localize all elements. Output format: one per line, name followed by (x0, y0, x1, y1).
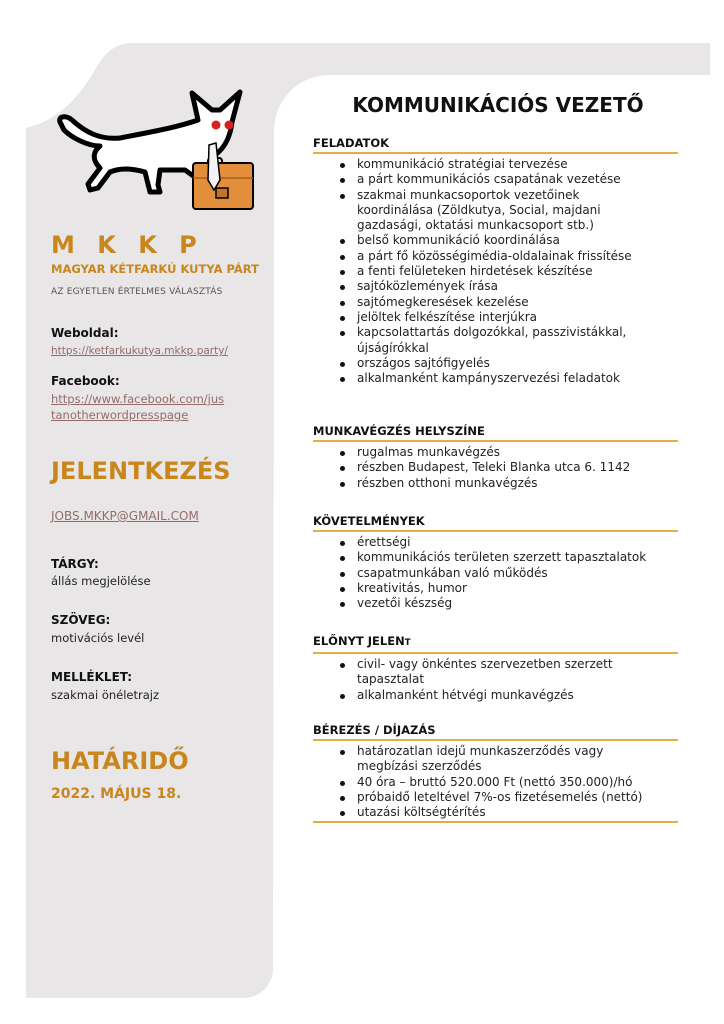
email-link[interactable]: JOBS.MKKP@GMAIL.COM (51, 509, 199, 523)
facebook-link[interactable] (51, 391, 224, 423)
section-location (313, 424, 678, 491)
facebook-link-line1[interactable]: https://www.facebook.com/jus (51, 392, 225, 406)
advantages-list (313, 657, 678, 703)
attachment-value: szakmai önéletrajz (51, 688, 160, 702)
compensation-list (313, 744, 678, 820)
list-item: országos sajtófigyelés (337, 356, 678, 371)
requirements-list (313, 535, 678, 611)
text-value: motivációs levél (51, 631, 145, 645)
list-item: részben otthoni munkavégzés (337, 476, 678, 491)
two-tailed-dog-with-briefcase-icon (40, 80, 270, 225)
dog-eye-left-icon (212, 121, 221, 130)
section-compensation (313, 723, 678, 823)
deadline-heading: HATÁRIDŐ (51, 747, 189, 775)
list-item: kapcsolattartás dolgozókkal, passzivistákkal, újságírókkal (337, 325, 678, 356)
list-item: rugalmas munkavégzés (337, 445, 678, 460)
apply-heading: JELENTKEZÉS (51, 457, 231, 485)
section-heading: FELADATOK (313, 136, 678, 154)
list-item: csapatmunkában való működés (337, 566, 678, 581)
list-item: utazási költségtérítés (337, 805, 678, 820)
section-end-rule (313, 821, 678, 823)
facebook-label: Facebook: (51, 374, 120, 388)
briefcase-icon (193, 158, 253, 209)
list-item: vezetői készség (337, 596, 678, 611)
section-tasks (313, 136, 678, 386)
list-item: sajtómegkeresések kezelése (337, 295, 678, 310)
page-title: KOMMUNIKÁCIÓS VEZETŐ (352, 93, 644, 117)
facebook-link-line2[interactable]: tanotherwordpresspage (51, 408, 189, 422)
list-item: kreativitás, humor (337, 581, 678, 596)
list-item: alkalmanként kampányszervezési feladatok (337, 371, 678, 386)
section-heading-text: ELŐNYT JELEN (313, 634, 405, 648)
list-item: sajtóközlemények írása (337, 279, 678, 294)
website-label: Weboldal: (51, 326, 119, 340)
list-item: belső kommunikáció koordinálása (337, 233, 678, 248)
attachment-label: MELLÉKLET: (51, 670, 133, 684)
subject-value: állás megjelölése (51, 574, 151, 588)
list-item: a fenti felületeken hirdetések készítése (337, 264, 678, 279)
list-item: szakmai munkacsoportok vezetőinek koordinálása (Zöldkutya, Social, majdani gazdasági, oktatási munkacsoport stb.) (337, 188, 678, 234)
list-item: civil- vagy önkéntes szervezetben szerzett tapasztalat (337, 657, 678, 688)
list-item: a párt fő közösségimédia-oldalainak frissítése (337, 249, 678, 264)
section-requirements (313, 514, 678, 611)
section-advantages (313, 634, 678, 703)
list-item: 40 óra – bruttó 520.000 Ft (nettó 350.000)/hó (337, 775, 678, 790)
list-item: alkalmanként hétvégi munkavégzés (337, 688, 678, 703)
location-list (313, 445, 678, 491)
brand-acronym: M K K P (51, 231, 204, 259)
list-item: a párt kommunikációs csapatának vezetése (337, 172, 678, 187)
party-name: MAGYAR KÉTFARKÚ KUTYA PÁRT (51, 262, 259, 276)
section-heading: KÖVETELMÉNYEK (313, 514, 678, 532)
slogan: AZ EGYETLEN ÉRTELMES VÁLASZTÁS (51, 287, 223, 297)
section-heading: BÉREZÉS / DÍJAZÁS (313, 723, 678, 741)
task-list (313, 157, 678, 386)
list-item: érettségi (337, 535, 678, 550)
list-item: jelöltek felkészítése interjúkra (337, 310, 678, 325)
list-item: kommunikáció stratégiai tervezése (337, 157, 678, 172)
section-heading-suffix: T (404, 638, 411, 648)
list-item: próbaidő leteltével 7%-os fizetésemelés (nettó) (337, 790, 678, 805)
deadline-date: 2022. MÁJUS 18. (51, 786, 182, 802)
website-link[interactable]: https://ketfarkukutya.mkkp.party/ (51, 345, 228, 357)
list-item: kommunikációs területen szerzett tapasztalatok (337, 550, 678, 565)
dog-eye-right-icon (225, 121, 234, 130)
section-heading (313, 634, 678, 654)
text-label: SZÖVEG: (51, 613, 111, 627)
list-item: határozatlan idejű munkaszerződés vagy megbízási szerződés (337, 744, 678, 775)
section-heading: MUNKAVÉGZÉS HELYSZÍNE (313, 424, 678, 442)
subject-label: TÁRGY: (51, 557, 99, 571)
list-item: részben Budapest, Teleki Blanka utca 6. 1142 (337, 460, 678, 475)
